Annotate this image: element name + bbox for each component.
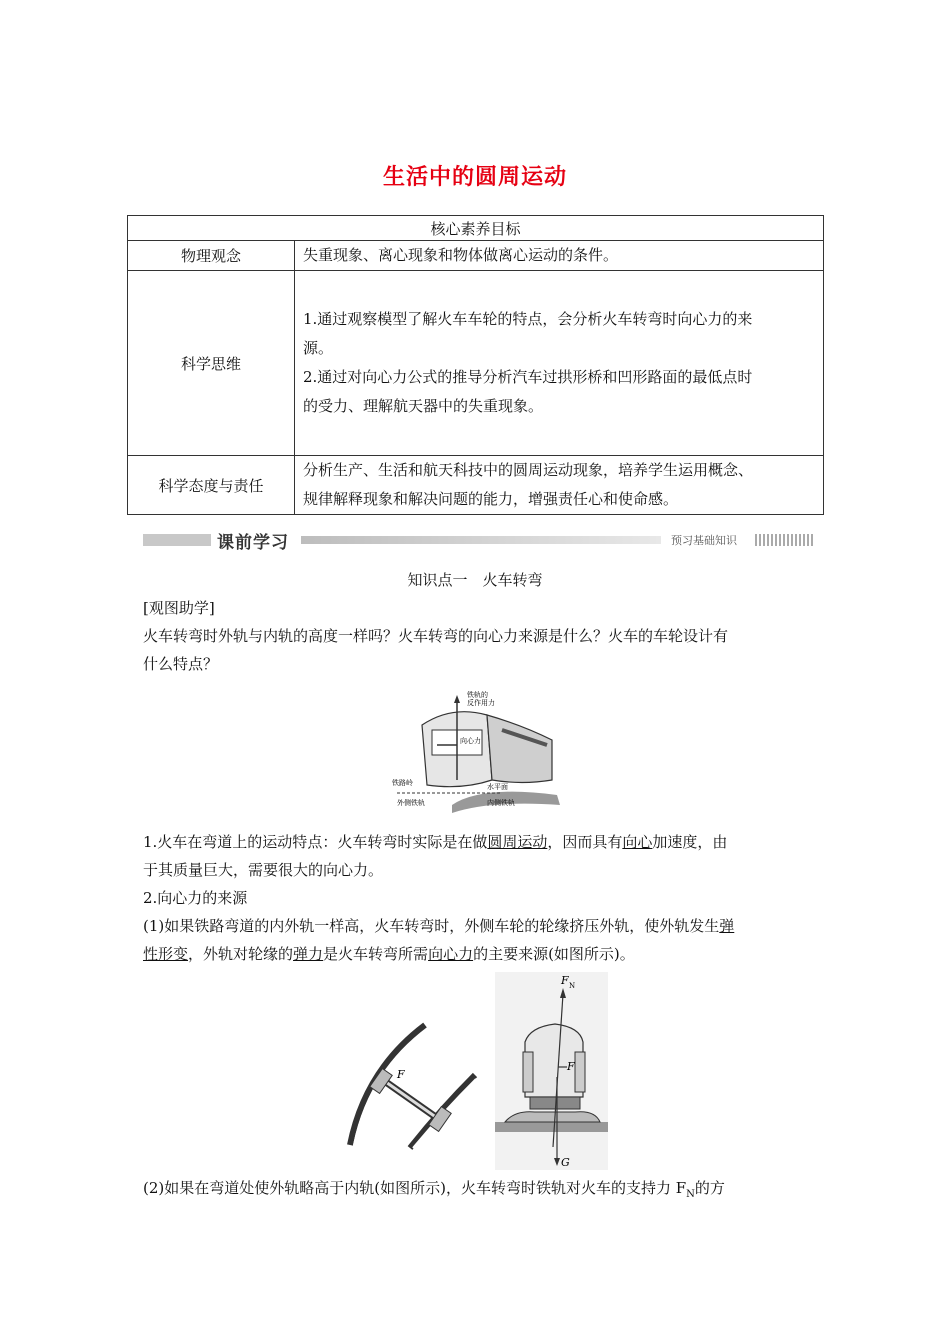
p1-text: 1.火车在弯道上的运动特点：火车转弯时实际是在做 [143, 833, 488, 851]
fig1-label-center: 向心力 [460, 737, 481, 745]
ballast [505, 1112, 600, 1122]
section-title: 知识点一 火车转弯 [407, 571, 543, 589]
banner-bar-left [143, 534, 211, 546]
guide-label: [观图助学] [143, 599, 215, 617]
banner-stripes [755, 534, 813, 546]
p3-text: 是火车转弯所需 [323, 945, 429, 963]
table-header: 核心素养目标 [128, 216, 824, 241]
fig3-fn-subscript: N [569, 982, 576, 990]
fig1-label-bl: 外侧铁轨 [397, 799, 425, 807]
p1-text: 加速度，由 [652, 833, 728, 851]
p3-underline-1b: 性形变 [143, 945, 189, 963]
core-goals-table [127, 215, 824, 515]
paragraph-1-line-2: 于其质量巨大，需要很大的向心力。 [143, 861, 384, 879]
row-content-scientific-thinking [295, 271, 824, 456]
fig1-label-left: 铁路岭 [392, 779, 413, 787]
row-line: 源。 [303, 339, 334, 357]
fig1-label-top2: 反作用力 [467, 699, 495, 707]
row-label-attitude: 科学态度与责任 [128, 456, 295, 515]
paragraph-3-line-1 [143, 912, 823, 940]
row-label-scientific-thinking: 科学思维 [128, 271, 295, 456]
fig2-force-label: F [397, 1068, 405, 1081]
fig3-g-label: G [561, 1156, 570, 1169]
p4-subscript: N [686, 1189, 695, 1200]
p3-text: (1)如果铁路弯道的内外轨一样高，火车转弯时，外侧车轮的轮缘挤压外轨，使外轨发生 [143, 917, 720, 935]
p3-text: ，外轨对轮缘的 [188, 945, 294, 963]
p4-text: (2)如果在弯道处使外轨略高于内轨(如图所示)，火车转弯时铁轨对火车的支持力 F [143, 1179, 687, 1197]
banner-subtitle: 预习基础知识 [671, 534, 737, 547]
train-door-left [523, 1052, 533, 1092]
fig3-f-label: F [567, 1060, 575, 1073]
p1-underline-2: 向心 [622, 833, 653, 851]
train-body [487, 715, 552, 783]
paragraph-4 [143, 1174, 833, 1209]
bogie [530, 1097, 580, 1109]
p3-underline-1: 弹 [719, 917, 735, 935]
row-line: 的受力、理解航天器中的失重现象。 [303, 397, 544, 415]
p3-underline-2: 弹力 [293, 945, 324, 963]
row-label-physics-concept: 物理观念 [128, 241, 295, 271]
p3-text: 的主要来源(如图所示)。 [473, 945, 635, 963]
arrowhead [454, 695, 460, 703]
paragraph-1 [143, 828, 823, 856]
row-line: 1.通过观察模型了解火车车轮的特点，会分析火车转弯时向心力的来 [303, 310, 753, 328]
fig1-label-br: 内侧铁轨 [487, 799, 515, 807]
p1-underline-1: 圆周运动 [487, 833, 548, 851]
section-banner [143, 530, 813, 553]
row-line: 失重现象、离心现象和物体做离心运动的条件。 [303, 246, 619, 264]
banner-bar-right [301, 536, 661, 544]
row-content-attitude [295, 456, 824, 515]
fig1-label-right: 水平面 [487, 783, 508, 791]
rails-axle-diagram [345, 1020, 485, 1150]
row-line: 规律解释现象和解决问题的能力，增强责任心和使命感。 [303, 490, 679, 508]
ground [495, 1122, 608, 1132]
train-forces-diagram [495, 972, 608, 1170]
row-line: 分析生产、生活和航天科技中的圆周运动现象，培养学生运用概念、 [303, 461, 754, 479]
p3-underline-3: 向心力 [428, 945, 474, 963]
axle-highlight [383, 1080, 440, 1120]
p4-text-end: 的方 [694, 1179, 725, 1197]
row-content-physics-concept [295, 241, 824, 271]
train-curve-illustration [392, 685, 562, 815]
paragraph-3-line-2 [143, 940, 823, 968]
fig1-label-top: 铁轨的 [467, 691, 488, 699]
question-line-2: 什么特点？ [143, 655, 219, 673]
row-line: 2.通过对向心力公式的推导分析汽车过拱形桥和凹形路面的最低点时 [303, 368, 753, 386]
page-title: 生活中的圆周运动 [382, 164, 567, 190]
p1-text: ，因而具有 [547, 833, 623, 851]
train-door-right [575, 1052, 585, 1092]
paragraph-2: 2.向心力的来源 [143, 889, 248, 907]
question-line-1: 火车转弯时外轨与内轨的高度一样吗？火车转弯的向心力来源是什么？火车的车轮设计有 [143, 627, 729, 645]
banner-title: 课前学习 [217, 533, 289, 553]
fig3-fn-label: F [561, 974, 569, 987]
